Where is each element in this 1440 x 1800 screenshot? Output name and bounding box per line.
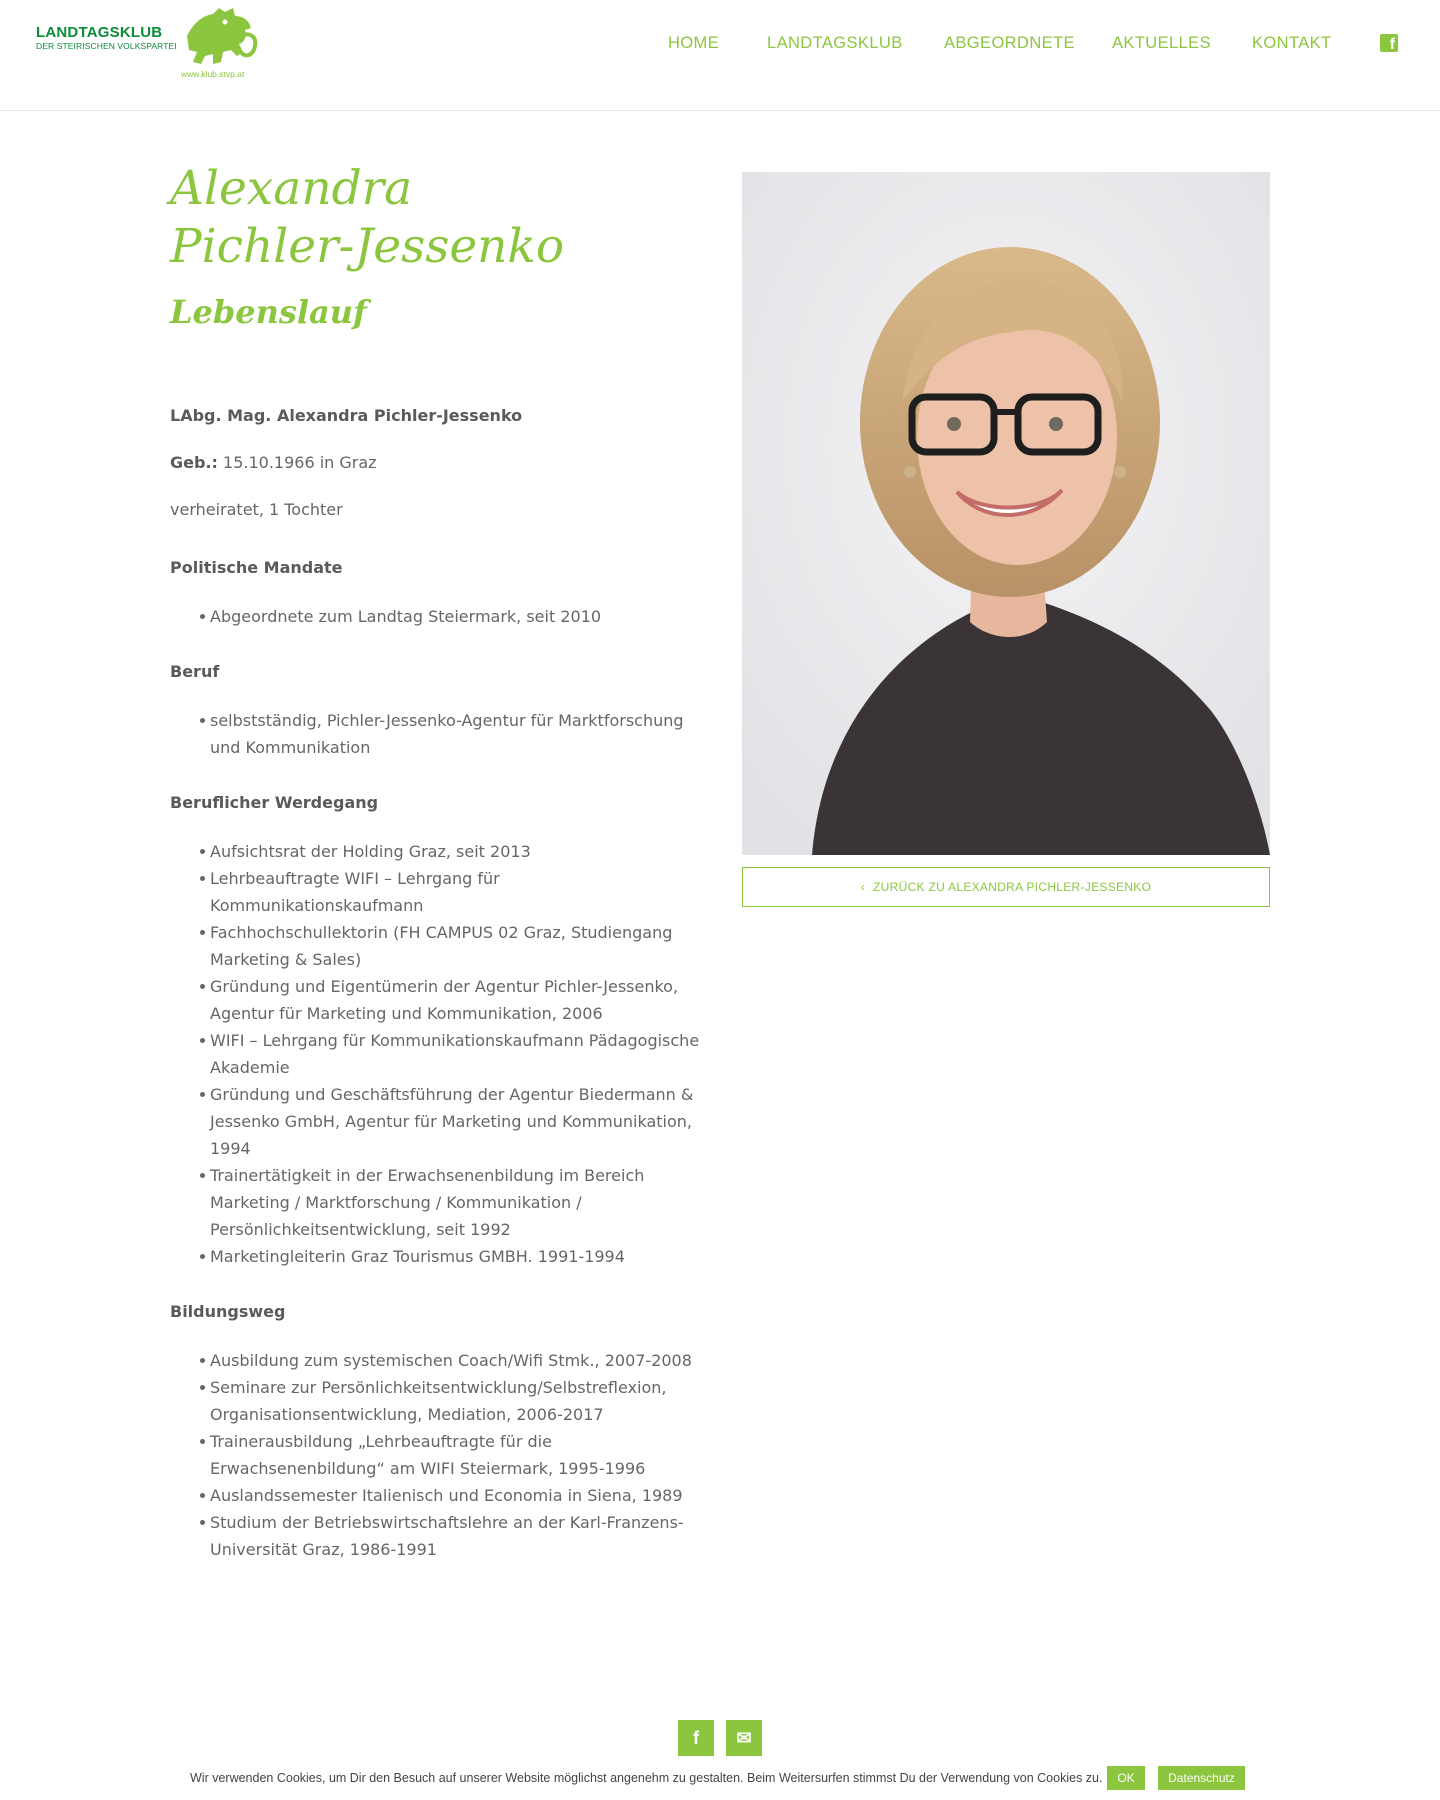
facebook-icon: f [693,1728,699,1748]
birth-value: 15.10.1966 in Graz [217,453,377,472]
section-subtitle: Lebenslauf [170,293,367,331]
list-bildung [170,1347,700,1563]
logo-subtitle: DER STEIRISCHEN VOLKSPARTEI [36,41,177,51]
list-item: Marketingleiterin Graz Tourismus GMBH. 1991-1994 [170,1243,700,1270]
full-title: LAbg. Mag. Alexandra Pichler-Jessenko [170,406,523,425]
list-item: WIFI – Lehrgang für Kommunikationskaufmann Pädagogische Akademie [170,1027,700,1081]
page-title: Alexandra Pichler-Jessenko [170,161,565,274]
logo-title: LANDTAGSKLUB [36,24,163,41]
list-item: Aufsichtsrat der Holding Graz, seit 2013 [170,838,700,865]
logo-url: www.klub.stvp.at [181,69,245,79]
list-item: Gründung und Eigentümerin der Agentur Pichler-Jessenko, Agentur für Marketing und Kommunikation, 2006 [170,973,700,1027]
heading-beruf: Beruf [170,662,220,681]
list-item: Trainerausbildung „Lehrbeauftragte für die Erwachsenenbildung“ am WIFI Steiermark, 1995-1996 [170,1428,700,1482]
list-item: Fachhochschullektorin (FH CAMPUS 02 Graz, Studiengang Marketing & Sales) [170,919,700,973]
back-to-profile-button[interactable] [742,867,1270,907]
cookie-text: Wir verwenden Cookies, um Dir den Besuch auf unserer Website möglichst angenehm zu gestalten. Beim Weitersurfen stimmst Du der Verwendung von Cookies zu. [190,1771,1103,1785]
mail-icon: ✉ [736,1728,752,1748]
list-mandate [170,603,700,630]
cookie-banner [0,1765,1440,1791]
heading-mandate: Politische Mandate [170,558,343,577]
list-item: selbstständig, Pichler-Jessenko-Agentur für Marktforschung und Kommunikation [170,707,700,761]
portrait-photo [742,172,1270,855]
list-werdegang [170,838,700,1270]
list-item: Seminare zur Persönlichkeitsentwicklung/Selbstreflexion, Organisationsentwicklung, Mediation, 2006-2017 [170,1374,700,1428]
list-item: Studium der Betriebswirtschaftslehre an der Karl-Franzens-Universität Graz, 1986-1991 [170,1509,700,1563]
birth-label: Geb.: [170,453,218,472]
birth-info [170,449,377,476]
site-logo[interactable] [36,6,261,82]
privacy-button[interactable]: Datenschutz [1158,1766,1245,1790]
chevron-left-icon: ‹ [860,880,866,894]
cookie-ok-button[interactable]: OK [1107,1766,1145,1790]
profile-heading [170,160,690,332]
footer-mail-button[interactable] [726,1720,762,1756]
list-item: Gründung und Geschäftsführung der Agentur Biedermann & Jessenko GmbH, Agentur für Marketing und Kommunikation, 1994 [170,1081,700,1162]
list-item: Abgeordnete zum Landtag Steiermark, seit 2010 [170,603,700,630]
site-header [0,0,1440,111]
facebook-icon[interactable]: f [1380,34,1398,52]
heading-bildung: Bildungsweg [170,1302,286,1321]
nav-kontakt[interactable]: KONTAKT [1252,34,1332,52]
family-info: verheiratet, 1 Tochter [170,500,343,519]
nav-abgeordnete[interactable]: ABGEORDNETE [944,34,1075,52]
nav-landtagsklub[interactable]: LANDTAGSKLUB [767,34,903,52]
list-item: Trainertätigkeit in der Erwachsenenbildung im Bereich Marketing / Marktforschung / Kommunikation / Persönlichkeitsentwicklung, seit 1992 [170,1162,700,1243]
heading-werdegang: Beruflicher Werdegang [170,793,379,812]
list-item: Lehrbeauftragte WIFI – Lehrgang für Kommunikationskaufmann [170,865,700,919]
panther-emblem-icon [179,6,261,72]
list-item: Auslandssemester Italienisch und Economia in Siena, 1989 [170,1482,700,1509]
footer-facebook-button[interactable] [678,1720,714,1756]
list-beruf [170,707,700,761]
nav-aktuelles[interactable]: AKTUELLES [1112,34,1211,52]
back-button-label: ZURÜCK ZU ALEXANDRA PICHLER-JESSENKO [873,880,1152,894]
nav-home[interactable]: HOME [668,34,720,52]
list-item: Ausbildung zum systemischen Coach/Wifi Stmk., 2007-2008 [170,1347,700,1374]
